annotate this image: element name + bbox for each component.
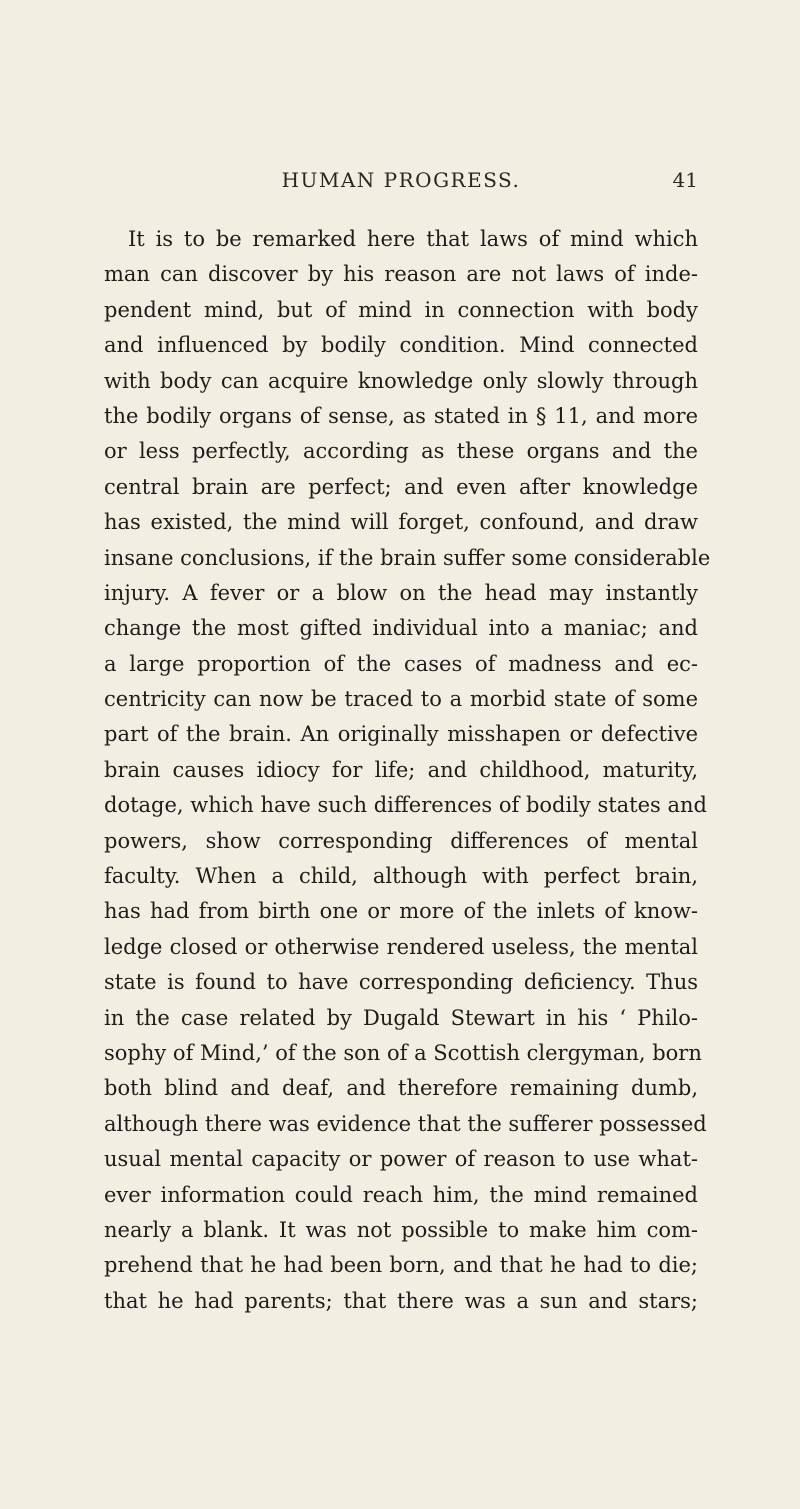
running-title: HUMAN PROGRESS.	[281, 168, 521, 192]
text-line: faculty. When a child, although with perfect brain,	[104, 864, 698, 889]
text-line: usual mental capacity or power of reason to use what-	[104, 1147, 698, 1172]
text-line: injury. A fever or a blow on the head may instantly	[104, 580, 698, 605]
text-line: powers, show corresponding differences of mental	[104, 828, 698, 853]
text-line: It is to be remarked here that laws of mind which	[128, 227, 698, 251]
body-text	[104, 222, 711, 1319]
text-line: has had from birth one or more of the inlets of know-	[104, 899, 698, 924]
text-line: ever information could reach him, the mind remained	[104, 1182, 698, 1207]
text-line: with body can acquire knowledge only slowly through	[104, 368, 698, 393]
text-line: although there was evidence that the sufferer possessed	[104, 1111, 707, 1136]
text-line: state is found to have corresponding deficiency. Thus	[104, 970, 698, 995]
text-line: ledge closed or otherwise rendered useless, the mental	[104, 934, 698, 959]
text-line: in the case related by Dugald Stewart in his ‘ Philo-	[104, 1005, 698, 1030]
text-line: both blind and deaf, and therefore remaining dumb,	[104, 1076, 698, 1101]
text-line: change the most gifted individual into a maniac; and	[104, 616, 698, 641]
page-number: 41	[672, 168, 698, 192]
text-line: sophy of Mind,’ of the son of a Scottish clergyman, born	[104, 1040, 702, 1065]
text-line: and influenced by bodily condition. Mind connected	[104, 333, 698, 358]
text-line: insane conclusions, if the brain suffer some considerable	[104, 545, 711, 570]
text-line: part of the brain. An originally misshapen or defective	[104, 722, 698, 747]
running-head	[104, 168, 698, 198]
text-line: brain causes idiocy for life; and childhood, maturity,	[104, 757, 698, 782]
text-line: the bodily organs of sense, as stated in § 11, and more	[104, 403, 698, 428]
text-line: has existed, the mind will forget, confound, and draw	[104, 510, 698, 535]
text-line: pendent mind, but of mind in connection with body	[104, 297, 698, 322]
text-line: or less perfectly, according as these organs and the	[104, 439, 698, 464]
text-line: prehend that he had been born, and that he had to die;	[104, 1253, 698, 1278]
text-line: a large proportion of the cases of madness and ec-	[104, 651, 698, 676]
text-line: that he had parents; that there was a sun and stars;	[104, 1288, 698, 1313]
text-line: man can discover by his reason are not laws of inde-	[104, 262, 698, 287]
text-line: central brain are perfect; and even after knowledge	[104, 474, 698, 499]
text-line: centricity can now be traced to a morbid state of some	[104, 687, 698, 712]
text-line: nearly a blank. It was not possible to make him com-	[104, 1217, 698, 1242]
text-line: dotage, which have such differences of bodily states and	[104, 793, 707, 818]
